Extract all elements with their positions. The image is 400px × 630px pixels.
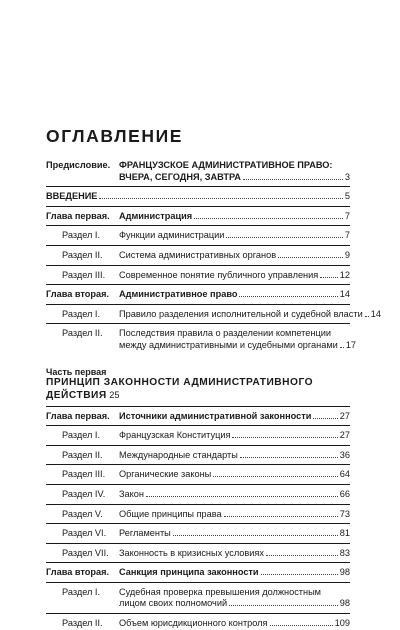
page-number: 7 (344, 230, 350, 241)
page-number: 64 (339, 469, 350, 480)
toc-entry-intro[interactable] (46, 191, 350, 203)
divider (46, 464, 350, 465)
leader-dots (99, 198, 342, 199)
entry-label: Предисловие. (46, 160, 111, 170)
divider (46, 613, 350, 614)
toc-entry-section[interactable] (46, 489, 350, 501)
entry-label: Раздел II. (62, 328, 103, 339)
leader-dots (239, 296, 337, 297)
leader-dots (213, 476, 338, 477)
toc-entry-section[interactable] (46, 230, 350, 242)
divider (46, 582, 350, 583)
leader-dots (243, 179, 343, 180)
leader-dots (266, 555, 338, 556)
divider (46, 523, 350, 524)
divider (46, 265, 350, 266)
leader-dots (229, 605, 338, 606)
entry-label: Глава первая. (46, 410, 110, 421)
entry-label: Раздел III. (62, 269, 106, 280)
entry-title: Современное понятие публичного управления (119, 269, 319, 280)
divider (46, 186, 350, 187)
entry-label: Раздел II. (62, 618, 103, 629)
page-number: 3 (344, 171, 350, 182)
part-label: Часть первая (46, 366, 107, 377)
leader-dots (313, 418, 337, 419)
entry-title: Санкция принципа законности (119, 567, 259, 578)
leader-dots (270, 625, 333, 626)
toc-entry-section[interactable] (46, 430, 350, 442)
entry-label: Раздел III. (62, 469, 106, 480)
part-title-line2: ДЕЙСТВИЯ (46, 390, 107, 402)
toc-entry-section[interactable] (46, 328, 357, 351)
page-number: 5 (344, 191, 350, 202)
leader-dots (365, 316, 369, 317)
divider (46, 206, 350, 207)
toc-entry-chapter[interactable] (46, 211, 350, 223)
table-of-contents (46, 160, 381, 630)
entry-title: Закон (119, 488, 144, 499)
entry-label: Глава вторая. (46, 567, 110, 578)
entry-title: Международные стандарты (119, 449, 238, 460)
page-number: 98 (339, 567, 350, 578)
entry-title: Источники административной законности (119, 410, 312, 421)
page-number: 98 (339, 598, 350, 609)
leader-dots (278, 257, 343, 258)
page-number: 14 (339, 289, 350, 300)
entry-title: Функции администрации (119, 230, 225, 241)
leader-dots (340, 347, 344, 348)
divider (46, 225, 350, 226)
entry-label: Раздел I. (62, 586, 101, 597)
page-title: ОГЛАВЛЕНИЕ (46, 126, 184, 146)
part-title-line1: ПРИНЦИП ЗАКОННОСТИ АДМИНИСТРАТИВНОГО (46, 376, 314, 388)
toc-entry-section[interactable] (46, 308, 381, 321)
entry-title: Общие принципы права (119, 508, 222, 519)
divider (46, 406, 350, 407)
page-number: 17 (345, 339, 357, 350)
entry-label: Раздел II. (62, 449, 103, 460)
toc-entry-section[interactable] (46, 618, 350, 630)
page-number: 83 (339, 547, 350, 558)
entry-label: Раздел II. (62, 249, 103, 260)
toc-entry-chapter[interactable] (46, 289, 350, 301)
divider (46, 445, 350, 446)
divider (46, 323, 350, 324)
entry-title: Регламенты (119, 528, 171, 539)
divider (46, 562, 350, 563)
page-number: 7 (344, 210, 350, 221)
leader-dots (194, 218, 343, 219)
leader-dots (240, 457, 338, 458)
entry-title: Администрация (119, 210, 193, 221)
page-number: 109 (334, 618, 350, 629)
page-number: 73 (339, 508, 350, 519)
leader-dots (261, 574, 338, 575)
toc-entry-section[interactable] (46, 528, 350, 540)
toc-entry-section[interactable] (46, 587, 350, 610)
entry-title: Органические законы (119, 469, 212, 480)
entry-title: Административное право (119, 289, 238, 300)
page-number: 9 (344, 249, 350, 260)
toc-entry-part[interactable] (46, 377, 350, 403)
divider (46, 543, 350, 544)
page-number: 27 (339, 410, 350, 421)
entry-title: Правило разделения исполнительной и судебной власти (119, 308, 363, 319)
entry-title: Законность в кризисных условиях (119, 547, 264, 558)
page-number: 14 (370, 308, 381, 319)
leader-dots (173, 535, 338, 536)
entry-title: Французская Конституция (119, 430, 231, 441)
entry-label: Раздел I. (62, 230, 101, 241)
entry-title-line1: ФРАНЦУЗСКОЕ АДМИНИСТРАТИВНОЕ ПРАВО: (119, 160, 333, 170)
entry-title-line2: между административными и судебными органами (119, 339, 338, 350)
entry-label: Раздел VI. (62, 528, 107, 539)
toc-entry-section[interactable] (46, 548, 350, 560)
divider (46, 484, 350, 485)
toc-entry-preface[interactable] (46, 160, 350, 183)
divider (46, 504, 350, 505)
leader-dots (232, 437, 337, 438)
entry-label: Раздел IV. (62, 488, 106, 499)
entry-label: Глава вторая. (46, 289, 110, 300)
divider (46, 284, 350, 285)
toc-entry-section[interactable] (46, 469, 350, 481)
entry-title: Система административных органов (119, 249, 277, 260)
entry-title-line1: Судебная проверка превышения должностным (119, 586, 321, 597)
leader-dots (320, 277, 338, 278)
toc-entry-chapter[interactable] (46, 411, 350, 423)
page-number: 27 (339, 430, 350, 441)
entry-title: Объем юрисдикционного контроля (119, 618, 268, 629)
toc-entry-chapter[interactable] (46, 567, 350, 579)
entry-label: Раздел V. (62, 508, 103, 519)
toc-entry-section[interactable] (46, 509, 350, 521)
entry-title: ВВЕДЕНИЕ (46, 191, 98, 202)
page-number: 36 (339, 449, 350, 460)
entry-label: Раздел I. (62, 308, 101, 319)
entry-label: Глава первая. (46, 210, 110, 221)
divider (46, 425, 350, 426)
toc-entry-section[interactable] (46, 450, 350, 462)
entry-title-line1: Последствия правила о разделении компетенции (119, 328, 331, 339)
entry-title-line2: лицом своих полномочий (119, 598, 228, 609)
leader-dots (224, 516, 338, 517)
entry-label: Раздел VII. (62, 547, 109, 558)
leader-dots (226, 237, 342, 238)
entry-title-line2: ВЧЕРА, СЕГОДНЯ, ЗАВТРА (119, 171, 241, 182)
page-number: 66 (339, 488, 350, 499)
page-number: 12 (339, 269, 350, 280)
entry-label: Раздел I. (62, 430, 101, 441)
toc-entry-section[interactable] (46, 270, 350, 282)
leader-dots (146, 496, 338, 497)
divider (46, 245, 350, 246)
page-number: 25 (109, 390, 120, 401)
page-number: 81 (339, 528, 350, 539)
toc-entry-section[interactable] (46, 250, 350, 262)
divider (46, 304, 350, 305)
